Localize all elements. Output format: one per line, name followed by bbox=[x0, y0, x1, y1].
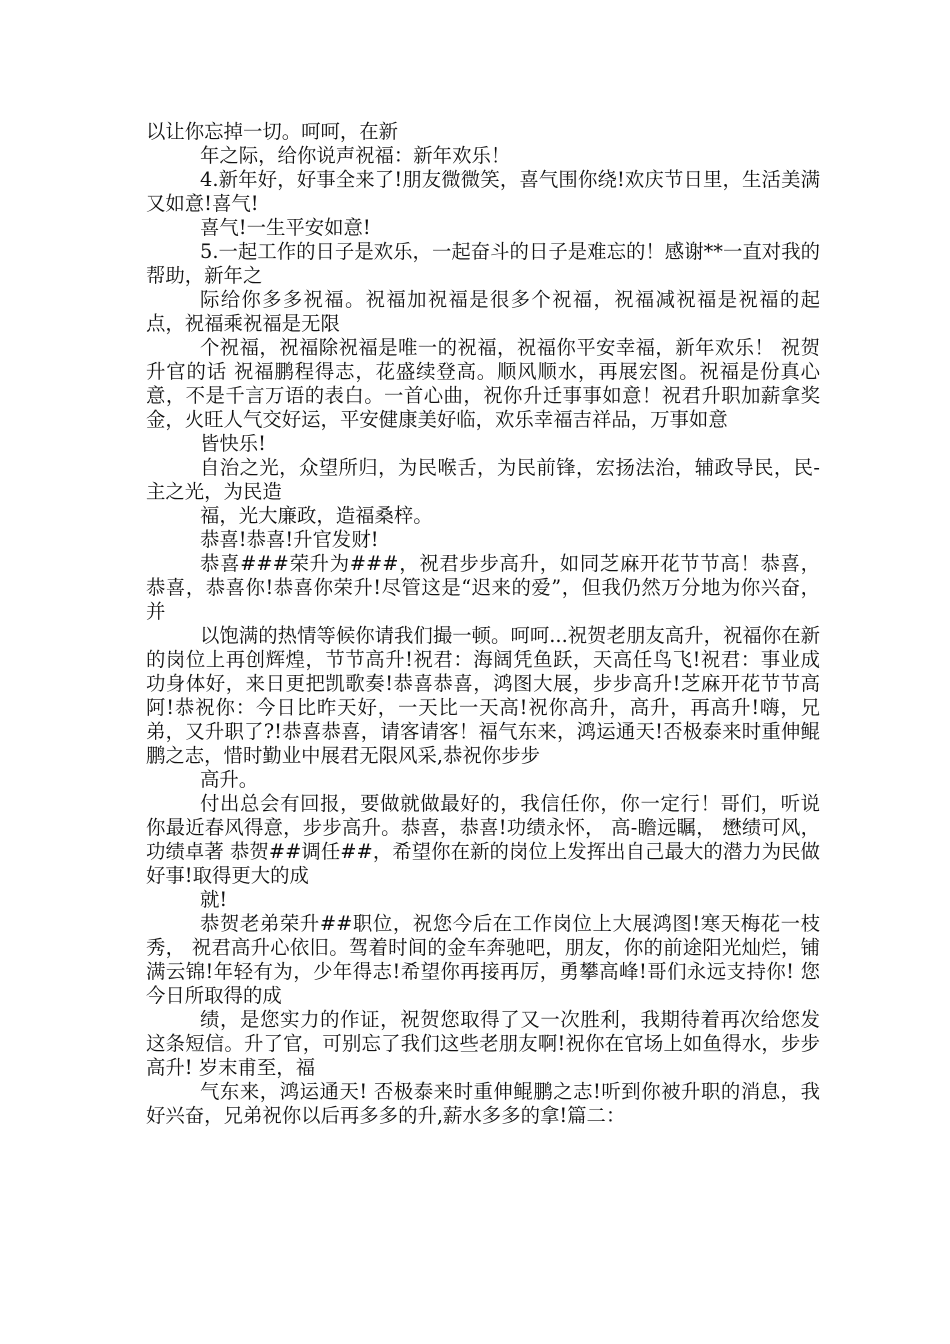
paragraph-14: 高升。 bbox=[200, 768, 259, 791]
paragraph-7: 个祝福，祝福除祝福是唯一的祝福，祝福你平安幸福，新年欢乐！ 祝贺升官的话 祝福鹏程得志，花盛续登高。顺风顺水，再展宏图。祝福是份真心意，不是千言万语的表白。一首心曲，祝你升迁事事如意！祝君升职加薪拿奖金，火旺人气交好运，平安健康美好临，欢乐幸福吉祥品，万事如意 bbox=[146, 336, 820, 431]
paragraph-5: 5.一起工作的日子是欢乐，一起奋斗的日子是难忘的！感谢**一直对我的帮助，新年之 bbox=[146, 240, 820, 287]
paragraph-12: 恭喜###荣升为###，祝君步步高升，如同芝麻开花节节高！恭喜，恭喜，恭喜你!恭喜你荣升!尽管这是“迟来的爱”，但我仍然万分地为你兴奋，并 bbox=[146, 552, 820, 623]
paragraph-16: 就! bbox=[200, 888, 228, 911]
document-body bbox=[146, 120, 827, 1128]
paragraph-6: 际给你多多祝福。祝福加祝福是很多个祝福，祝福减祝福是祝福的起点，祝福乘祝福是无限 bbox=[146, 288, 820, 335]
paragraph-11: 恭喜!恭喜!升官发财! bbox=[200, 528, 379, 551]
paragraph-9: 自治之光，众望所归，为民喉舌，为民前锋，宏扬法治，辅政导民，民-主之光，为民造 bbox=[146, 456, 820, 503]
paragraph-4: 喜气!一生平安如意! bbox=[200, 216, 371, 239]
paragraph-3: 4.新年好，好事全来了!朋友微微笑，喜气围你绕!欢庆节日里，生活美满又如意!喜气! bbox=[146, 168, 820, 215]
paragraph-19: 气东来，鸿运通天! 否极泰来时重伸鲲鹏之志!听到你被升职的消息，我好兴奋，兄弟祝你以后再多多的升,薪水多多的拿!篇二： bbox=[146, 1080, 820, 1127]
paragraph-15: 付出总会有回报，要做就做最好的，我信任你，你一定行！哥们，听说你最近春风得意，步步高升。恭喜，恭喜!功绩永怀， 高-瞻远瞩， 懋绩可风， 功绩卓著 恭贺##调任##，希望你在新的岗位上发挥出自己最大的潜力为民做好事!取得更大的成 bbox=[146, 792, 827, 887]
paragraph-10: 福，光大廉政，造福桑梓。 bbox=[200, 504, 433, 527]
paragraph-18: 绩，是您实力的作证，祝贺您取得了又一次胜利，我期待着再次给您发这条短信。升了官，可别忘了我们这些老朋友啊!祝你在官场上如鱼得水，步步高升! 岁末甫至，福 bbox=[146, 1008, 820, 1079]
paragraph-1: 以让你忘掉一切。呵呵，在新 bbox=[146, 120, 399, 143]
paragraph-8: 皆快乐! bbox=[200, 432, 266, 455]
paragraph-2: 年之际，给你说声祝福：新年欢乐！ bbox=[200, 144, 511, 167]
paragraph-13: 以饱满的热情等候你请我们撮一顿。呵呵...祝贺老朋友高升，祝福你在新的岗位上再创辉煌，节节高升!祝君：海阔凭鱼跃，天高任鸟飞!祝君：事业成功身体好，来日更把凯歌奏!恭喜恭喜，鸿图大展，步步高升!芝麻开花节节高阿!恭祝你：今日比昨天好，一天比一天高!祝你高升，高升，再高升!嗨，兄弟，又升职了?!恭喜恭喜，请客请客！福气东来，鸿运通天!否极泰来时重伸鲲鹏之志，惜时勤业中展君无限风采,恭祝你步步 bbox=[146, 624, 820, 767]
paragraph-17: 恭贺老弟荣升##职位，祝您今后在工作岗位上大展鸿图!寒天梅花一枝秀， 祝君高升心依旧。驾着时间的金车奔驰吧，朋友，你的前途阳光灿烂，铺满云锦!年轻有为，少年得志!希望你再接再厉，勇攀高峰!哥们永远支持你! 您今日所取得的成 bbox=[146, 912, 820, 1007]
